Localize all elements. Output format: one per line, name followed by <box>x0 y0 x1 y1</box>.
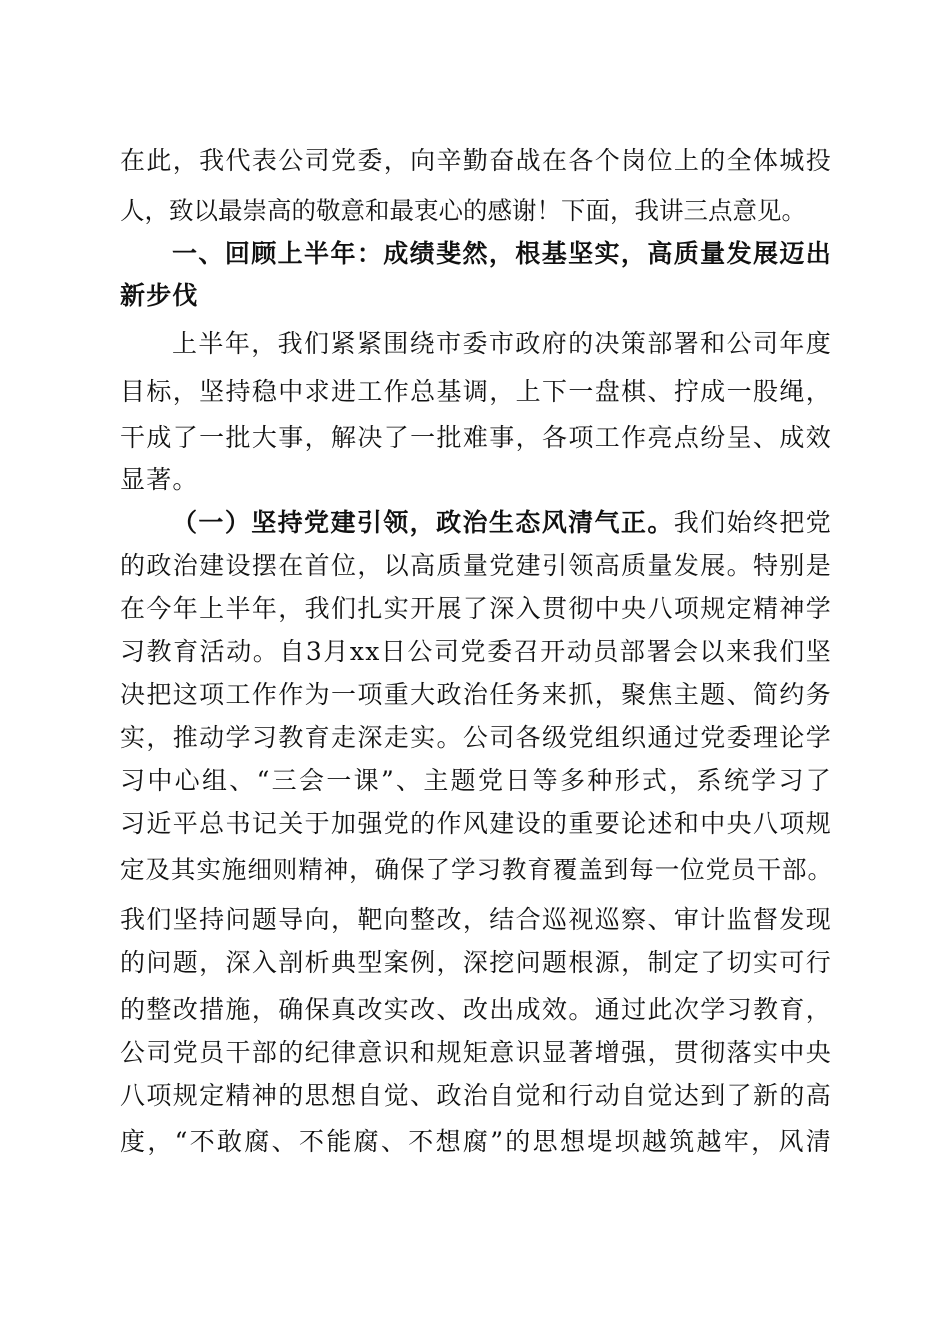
body-line: 的问题，深入剖析典型案例，深挖问题根源，制定了切实可行 <box>120 948 832 977</box>
body-line: 决把这项工作作为一项重大政治任务来抓，聚焦主题、简约务 <box>120 680 832 709</box>
body-line: 我们坚持问题导向，靶向整改，结合巡视巡察、审计监督发现 <box>120 905 832 934</box>
body-line: 人，致以最崇高的敬意和最衷心的感谢！下面，我讲三点意见。 <box>120 196 806 225</box>
body-line: 公司党员干部的纪律意识和规矩意识显著增强，贯彻落实中央 <box>120 1038 832 1067</box>
section-heading: 一、回顾上半年：成绩斐然，根基坚实，高质量发展迈出 <box>172 239 832 268</box>
body-line: 习近平总书记关于加强党的作风建设的重要论述和中央八项规 <box>120 809 832 838</box>
body-line: 在此，我代表公司党委，向辛勤奋战在各个岗位上的全体城投 <box>120 146 832 175</box>
body-line: 上半年，我们紧紧围绕市委市政府的决策部署和公司年度 <box>172 329 832 358</box>
body-line: 干成了一批大事，解决了一批难事，各项工作亮点纷呈、成效 <box>120 423 832 452</box>
body-line: 度，“不敢腐、不能腐、不想腐”的思想堤坝越筑越牢，风清 <box>120 1127 832 1156</box>
section-heading: 新步伐 <box>120 281 199 310</box>
body-line: 目标，坚持稳中求进工作总基调，上下一盘棋、拧成一股绳， <box>120 377 832 406</box>
subsection-heading: （一）坚持党建引领，政治生态风清气正。 <box>172 508 674 537</box>
body-line: 八项规定精神的思想自觉、政治自觉和行动自觉达到了新的高 <box>120 1081 832 1110</box>
body-line: 习教育活动。自3月xx日公司党委召开动员部署会以来我们坚 <box>120 637 832 666</box>
body-run: 我们始终把党 <box>673 508 832 537</box>
body-line: 在今年上半年，我们扎实开展了深入贯彻中央八项规定精神学 <box>120 594 832 623</box>
body-line: 的政治建设摆在首位，以高质量党建引领高质量发展。特别是 <box>120 551 832 580</box>
body-line: 习中心组、“三会一课”、主题党日等多种形式，系统学习了 <box>120 766 832 795</box>
body-line: 显著。 <box>120 465 199 494</box>
body-line: 实，推动学习教育走深走实。公司各级党组织通过党委理论学 <box>120 723 832 752</box>
body-line: 的整改措施，确保真改实改、改出成效。通过此次学习教育， <box>120 995 832 1024</box>
subsection-paragraph-start <box>172 499 832 547</box>
body-line: 定及其实施细则精神，确保了学习教育覆盖到每一位党员干部。 <box>120 855 832 884</box>
